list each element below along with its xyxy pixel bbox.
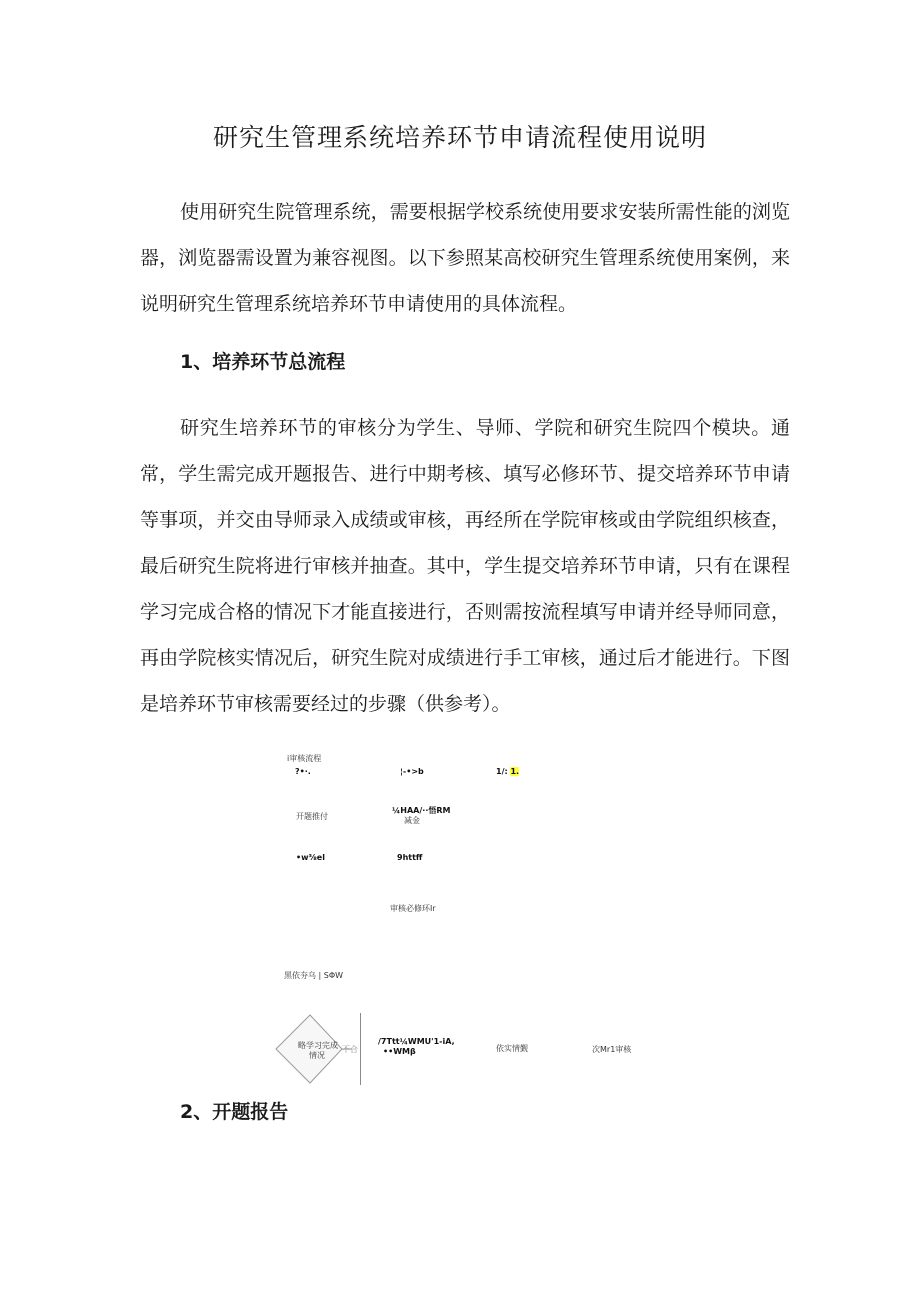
intro-paragraph: 使用研究生院管理系统，需要根据学校系统使用要求安装所需性能的浏览器，浏览器需设置为兼容视图。以下参照某高校研究生管理系统使用案例，来说明研究生管理系统培养环节申请使用的具体流程。 — [140, 201, 790, 315]
flow-bottom-b: ••WMβ — [383, 1047, 416, 1056]
flow-diamond-label-b: 情况 — [309, 1051, 325, 1060]
flow-diamond-label-a: 略学习完成 — [298, 1041, 338, 1050]
flow-col1-r2: 开题推付 — [296, 812, 328, 821]
flow-col2-r2b: 减金 — [404, 816, 420, 825]
section-1-body: 研究生培养环节的审核分为学生、导师、学院和研究生院四个模块。通常，学生需完成开题报告、进行中期考核、填写必修环节、提交培养环节申请等事项，并交由导师录入成绩或审核，再经所在学院审核或由学院组织核查，最后研究生院将进行审核并抽查。其中，学生提交培养环节申请，只有在课程学习完成合格的情况下才能直接进行，否则需按流程填写申请并经导师同意，再由学院核实情况后，研究生院对成绩进行手工审核，通过后才能进行。下图是培养环节审核需要经过的步骤（供参考）。 — [140, 417, 790, 715]
section-1-heading: 1、培养环节总流程 — [180, 351, 346, 373]
flow-arrow-label: 不合 — [342, 1045, 358, 1054]
flow-col2-r3: 9httff — [397, 853, 423, 862]
flow-connector-line — [360, 1013, 361, 1085]
flow-col3-r1-text: 1/: — [496, 767, 511, 776]
flow-bottom-a: /7Ttt¼WMU'1-iA, — [378, 1037, 455, 1046]
flow-col3-r1 — [496, 767, 519, 776]
flow-highlight: 1. — [510, 767, 520, 776]
flow-col2-r1: ¦-•>b — [400, 767, 424, 776]
flow-bottom-c: 依实情觐 — [496, 1044, 528, 1053]
flow-col2-r2a: ¼HAA/··悟RM — [392, 806, 451, 815]
flow-col1-r5: 黑依夯乌 | SΦW — [284, 971, 344, 980]
flow-header: i审核流程 — [287, 754, 322, 763]
flow-col1-r1: ?•·. — [295, 767, 311, 776]
flow-col2-r4: 审核必修环Ir — [390, 904, 436, 913]
document-title: 研究生管理系统培养环节申请流程使用说明 — [212, 123, 707, 152]
section-2-heading: 2、开题报告 — [180, 1101, 289, 1123]
flow-col1-r3: •w⅜el — [296, 853, 325, 862]
flow-bottom-d: 次Mr1审核 — [592, 1045, 632, 1054]
